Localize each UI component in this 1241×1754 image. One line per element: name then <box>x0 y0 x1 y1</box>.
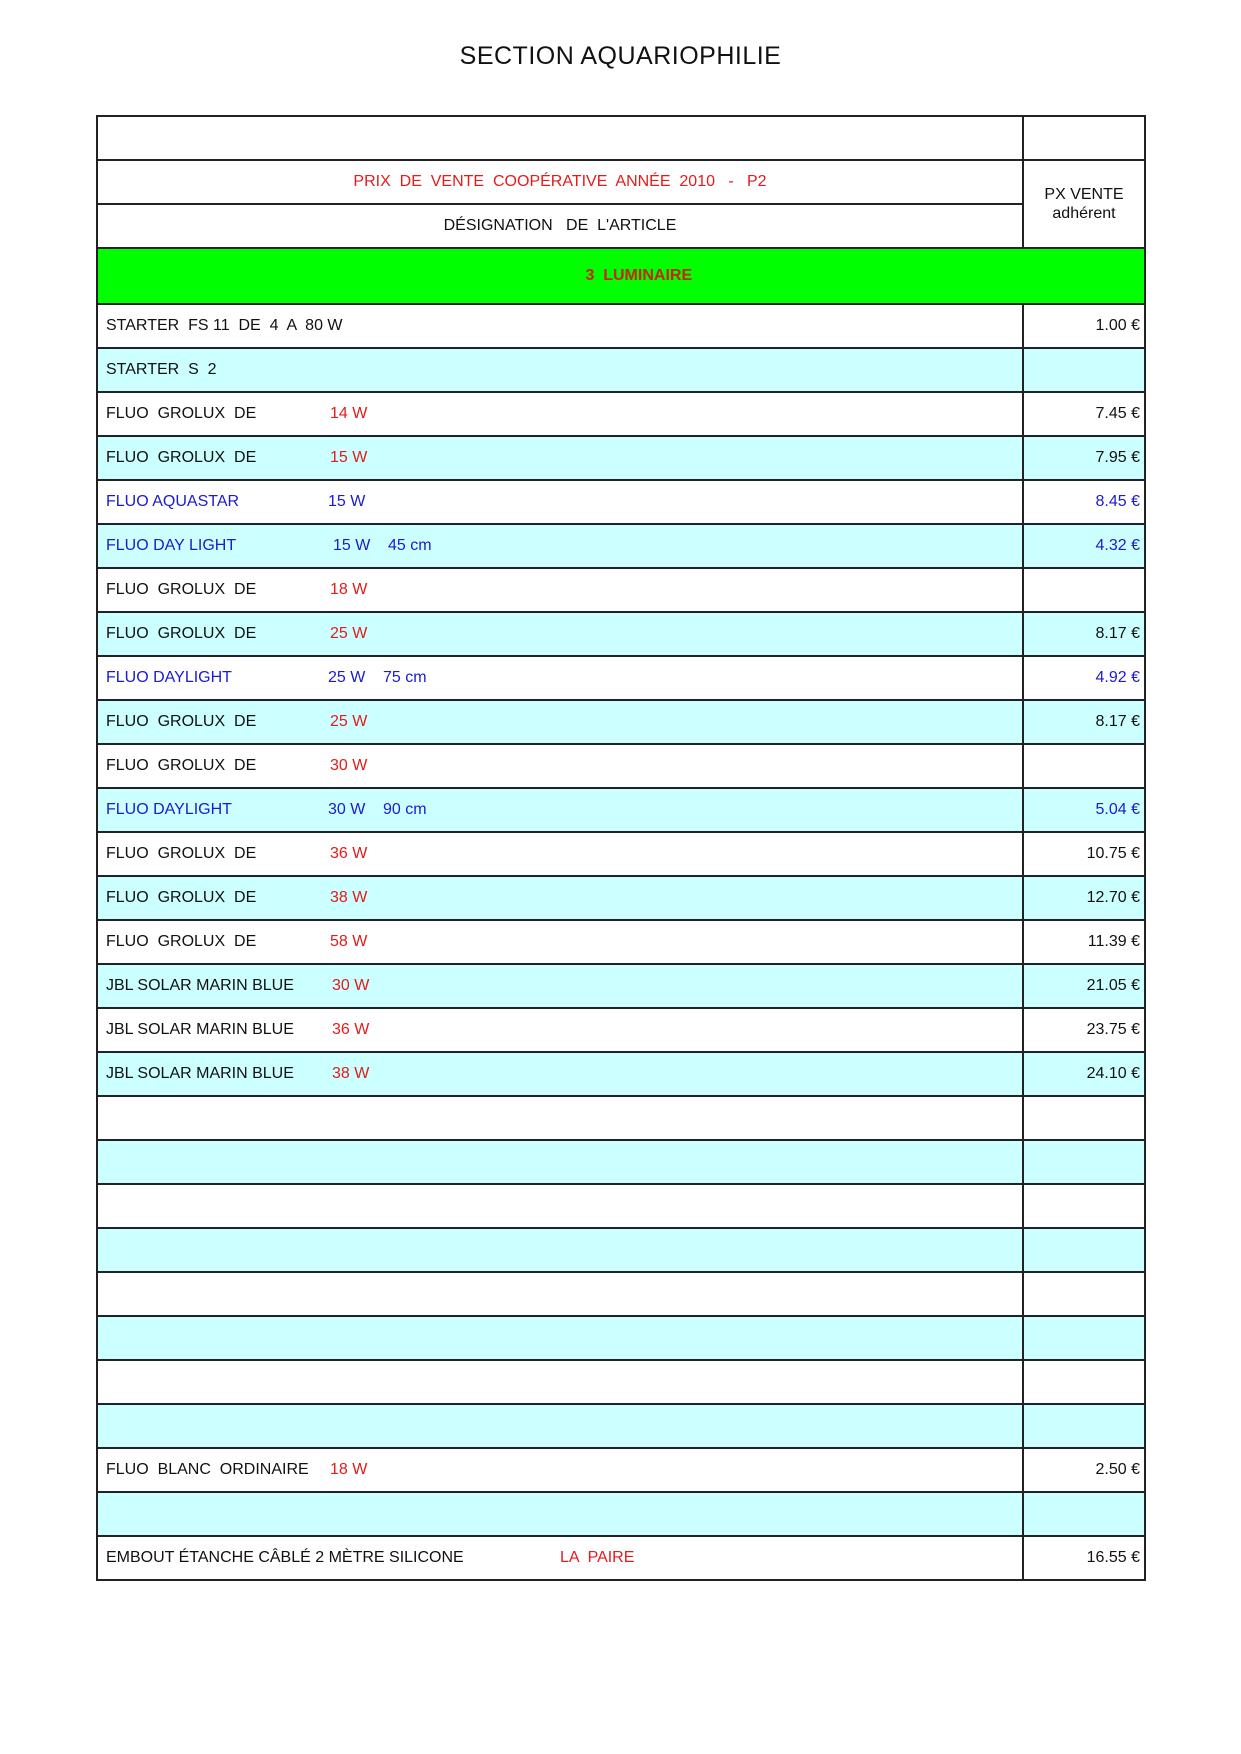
table-row <box>97 436 1145 480</box>
price-cell: 16.55 € <box>1023 1536 1145 1580</box>
table-row <box>97 524 1145 568</box>
table-row <box>97 1316 1145 1360</box>
blank-header-row <box>97 116 1145 160</box>
item-spec: 38 W <box>332 1065 370 1082</box>
price-cell <box>1023 1404 1145 1448</box>
designation-cell <box>97 656 1023 700</box>
designation-cell <box>97 700 1023 744</box>
table-row <box>97 788 1145 832</box>
item-spec: LA PAIRE <box>560 1549 635 1566</box>
item-length: 90 cm <box>383 801 427 818</box>
item-name: FLUO DAYLIGHT <box>106 801 232 818</box>
designation-cell <box>97 480 1023 524</box>
item-spec: 25 W <box>330 625 368 642</box>
item-name: FLUO GROLUX DE <box>106 449 257 466</box>
item-name: STARTER S 2 <box>106 361 217 378</box>
designation-cell <box>97 1492 1023 1536</box>
price-table <box>96 115 1146 1581</box>
designation-cell <box>97 1096 1023 1140</box>
designation-header: DÉSIGNATION DE L'ARTICLE <box>97 204 1023 248</box>
price-cell: 5.04 € <box>1023 788 1145 832</box>
table-row <box>97 392 1145 436</box>
designation-cell <box>97 1140 1023 1184</box>
table-row <box>97 1404 1145 1448</box>
item-spec: 15 W <box>330 449 368 466</box>
price-cell <box>1023 1184 1145 1228</box>
item-spec: 30 W <box>330 757 368 774</box>
item-spec: 38 W <box>330 889 368 906</box>
table-row <box>97 612 1145 656</box>
designation-cell <box>97 1404 1023 1448</box>
table-row <box>97 876 1145 920</box>
item-name: FLUO GROLUX DE <box>106 889 257 906</box>
table-row <box>97 1140 1145 1184</box>
table-row <box>97 1360 1145 1404</box>
table-row <box>97 832 1145 876</box>
price-cell: 7.45 € <box>1023 392 1145 436</box>
item-spec: 14 W <box>330 405 368 422</box>
item-spec: 18 W <box>330 1461 368 1478</box>
designation-cell <box>97 304 1023 348</box>
price-cell <box>1023 744 1145 788</box>
item-name: FLUO DAY LIGHT <box>106 537 237 554</box>
price-cell: 4.92 € <box>1023 656 1145 700</box>
price-cell: 8.17 € <box>1023 612 1145 656</box>
designation-cell <box>97 964 1023 1008</box>
price-cell: 10.75 € <box>1023 832 1145 876</box>
designation-cell <box>97 1536 1023 1580</box>
designation-cell <box>97 436 1023 480</box>
designation-cell <box>97 920 1023 964</box>
price-cell: 24.10 € <box>1023 1052 1145 1096</box>
page-title: SECTION AQUARIOPHILIE <box>459 42 782 70</box>
price-cell: 8.45 € <box>1023 480 1145 524</box>
designation-cell <box>97 1448 1023 1492</box>
designation-row <box>97 204 1145 248</box>
subtitle-row <box>97 160 1145 204</box>
item-spec: 30 W <box>332 977 370 994</box>
item-spec: 15 W <box>333 537 371 554</box>
item-name: FLUO AQUASTAR <box>106 493 240 510</box>
item-spec: 30 W <box>328 801 366 818</box>
table-row <box>97 700 1145 744</box>
table-row <box>97 1228 1145 1272</box>
price-cell <box>1023 1316 1145 1360</box>
price-cell <box>1023 1492 1145 1536</box>
table-row <box>97 964 1145 1008</box>
designation-cell <box>97 1008 1023 1052</box>
designation-cell <box>97 612 1023 656</box>
price-cell: 7.95 € <box>1023 436 1145 480</box>
price-cell <box>1023 348 1145 392</box>
designation-cell <box>97 524 1023 568</box>
blank-cell <box>97 116 1023 160</box>
table-row <box>97 568 1145 612</box>
table-row <box>97 348 1145 392</box>
designation-cell <box>97 876 1023 920</box>
item-name: FLUO BLANC ORDINAIRE <box>106 1461 309 1478</box>
table-row <box>97 1096 1145 1140</box>
item-name: FLUO GROLUX DE <box>106 757 257 774</box>
table-row <box>97 656 1145 700</box>
price-cell: 8.17 € <box>1023 700 1145 744</box>
price-cell: 4.32 € <box>1023 524 1145 568</box>
designation-cell <box>97 1228 1023 1272</box>
price-cell: 11.39 € <box>1023 920 1145 964</box>
designation-cell <box>97 1272 1023 1316</box>
item-name: FLUO GROLUX DE <box>106 933 257 950</box>
designation-cell <box>97 392 1023 436</box>
item-name: FLUO GROLUX DE <box>106 845 257 862</box>
item-name: FLUO GROLUX DE <box>106 581 257 598</box>
price-cell <box>1023 1096 1145 1140</box>
item-name: FLUO DAYLIGHT <box>106 669 232 686</box>
price-cell: 1.00 € <box>1023 304 1145 348</box>
price-cell: 12.70 € <box>1023 876 1145 920</box>
price-cell <box>1023 568 1145 612</box>
table-row <box>97 1184 1145 1228</box>
table-row <box>97 744 1145 788</box>
item-spec: 36 W <box>330 845 368 862</box>
table-row <box>97 1008 1145 1052</box>
price-cell: 2.50 € <box>1023 1448 1145 1492</box>
designation-cell <box>97 1316 1023 1360</box>
item-name: FLUO GROLUX DE <box>106 405 257 422</box>
item-name: JBL SOLAR MARIN BLUE <box>106 1021 294 1038</box>
table-row <box>97 1492 1145 1536</box>
price-header-line2: adhérent <box>1052 205 1116 222</box>
item-length: 45 cm <box>388 537 432 554</box>
item-name: JBL SOLAR MARIN BLUE <box>106 1065 294 1082</box>
price-header-line1: PX VENTE <box>1044 186 1124 203</box>
table-row <box>97 1272 1145 1316</box>
item-spec: 18 W <box>330 581 368 598</box>
item-name: EMBOUT ÉTANCHE CÂBLÉ 2 MÈTRE SILICONE <box>106 1549 464 1566</box>
price-cell <box>1023 1140 1145 1184</box>
item-name: STARTER FS 11 DE 4 A 80 W <box>106 317 343 334</box>
designation-cell <box>97 744 1023 788</box>
price-cell <box>1023 1272 1145 1316</box>
section-label: 3 LUMINAIRE <box>585 267 693 284</box>
item-name: FLUO GROLUX DE <box>106 625 257 642</box>
item-spec: 25 W <box>328 669 366 686</box>
designation-cell <box>97 1052 1023 1096</box>
table-row <box>97 1052 1145 1096</box>
designation-cell <box>97 1360 1023 1404</box>
designation-cell <box>97 348 1023 392</box>
price-cell: 21.05 € <box>1023 964 1145 1008</box>
item-spec: 36 W <box>332 1021 370 1038</box>
price-cell: 23.75 € <box>1023 1008 1145 1052</box>
item-spec: 25 W <box>330 713 368 730</box>
item-length: 75 cm <box>383 669 427 686</box>
item-spec: 58 W <box>330 933 368 950</box>
blank-cell <box>1023 116 1145 160</box>
item-name: JBL SOLAR MARIN BLUE <box>106 977 294 994</box>
subtitle: PRIX DE VENTE COOPÉRATIVE ANNÉE 2010 - P2 <box>97 160 1023 204</box>
item-spec: 15 W <box>328 493 366 510</box>
section-row <box>97 248 1145 304</box>
designation-cell <box>97 788 1023 832</box>
price-column-header <box>1023 160 1145 248</box>
designation-cell <box>97 1184 1023 1228</box>
price-cell <box>1023 1228 1145 1272</box>
table-row <box>97 1536 1145 1580</box>
table-row <box>97 304 1145 348</box>
price-cell <box>1023 1360 1145 1404</box>
designation-cell <box>97 568 1023 612</box>
table-row <box>97 1448 1145 1492</box>
item-name: FLUO GROLUX DE <box>106 713 257 730</box>
table-row <box>97 480 1145 524</box>
section-cell <box>97 248 1145 304</box>
table-row <box>97 920 1145 964</box>
designation-cell <box>97 832 1023 876</box>
